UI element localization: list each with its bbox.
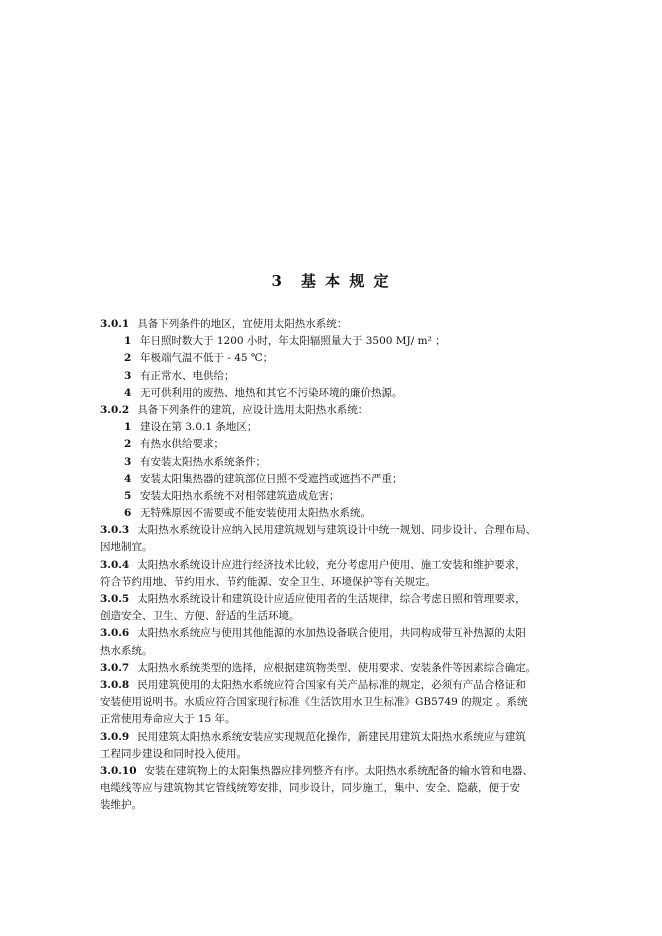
clause-number: 3.0.10	[100, 764, 137, 777]
clause-continuation: 因地制宜。	[100, 541, 153, 554]
item-number: 2	[124, 352, 132, 365]
clause-number: 3.0.2	[100, 403, 130, 416]
clause-text: 民用建筑使用的太阳热水系统应符合国家有关产品标准的规定，必须有产品合格证和	[137, 678, 526, 691]
body-text	[100, 316, 568, 814]
clause-number: 3.0.5	[100, 593, 130, 605]
clause-3-0-9	[100, 729, 568, 746]
list-item	[100, 333, 568, 350]
clause-number: 3.0.6	[100, 627, 130, 640]
clause-continuation: 工程同步建设和同时投入使用。	[100, 747, 247, 760]
item-number: 1	[124, 421, 132, 434]
clause-continuation: 电缆线等应与建筑物其它管线统筹安排，同步设计，同步施工，集中、安全、隐蔽，便于安	[100, 782, 520, 795]
clause-continuation: 热水系统。	[100, 644, 153, 657]
clause-3-0-7	[100, 660, 568, 677]
item-text: 年日照时数大于 1200 小时，年太阳辐照量大于 3500 MJ/ m² ；	[140, 335, 446, 348]
clause-continuation: 符合节约用地、节约用水、节约能源、安全卫生、环境保护等有关规定。	[100, 575, 436, 588]
list-item	[100, 471, 568, 488]
list-item	[100, 350, 568, 367]
list-item	[100, 454, 568, 471]
clause-continuation: 装维护。	[100, 799, 142, 812]
clause-text: 民用建筑太阳热水系统安装应实现规范化操作，新建民用建筑太阳热水系统应与建筑	[137, 730, 526, 743]
list-item	[100, 505, 568, 522]
clause-text: 太阳热水系统设计应纳入民用建筑规划与建筑设计中统一规划、同步设计、合理布局、	[137, 524, 537, 537]
clause-continuation: 创造安全、卫生、方便、舒适的生活环境。	[100, 610, 300, 623]
item-text: 安装太阳热水系统不对相邻建筑造成危害；	[140, 489, 340, 502]
clause-text: 太阳热水系统应与使用其他能源的水加热设备联合使用，共同构成带互补热源的太阳	[137, 627, 526, 640]
clause-text: 太阳热水系统设计和建筑设计应适应使用者的生活规律，综合考虑日照和管理要求，	[137, 593, 526, 605]
item-text: 安装太阳集热器的建筑部位日照不受遮挡或遮挡不严重；	[140, 472, 403, 485]
item-text: 有正常水、电供给；	[140, 369, 235, 382]
list-item	[100, 368, 568, 385]
clause-text: 太阳热水系统类型的选择，应根据建筑物类型、使用要求、安装条件等因素综合确定。	[137, 661, 537, 674]
item-number: 5	[124, 489, 132, 502]
item-text: 无可供利用的废热、地热和其它不污染环境的廉价热源。	[140, 386, 403, 399]
item-number: 2	[124, 438, 132, 451]
item-text: 建设在第 3.0.1 条地区；	[140, 421, 258, 434]
item-text: 年极端气温不低于 - 45 ℃；	[140, 352, 274, 365]
item-number: 4	[124, 386, 132, 399]
item-number: 1	[124, 335, 132, 348]
clause-number: 3.0.1	[100, 318, 130, 330]
clause-3-0-10	[100, 763, 568, 780]
clause-number: 3.0.7	[100, 661, 130, 674]
list-item	[100, 419, 568, 436]
item-number: 4	[124, 472, 132, 485]
list-item	[100, 385, 568, 402]
clause-text: 太阳热水系统设计应进行经济技术比较，充分考虑用户使用、施工安装和维护要求，	[137, 558, 526, 571]
item-number: 3	[124, 369, 132, 382]
item-number: 3	[124, 455, 132, 468]
clause-3-0-3	[100, 522, 568, 539]
list-item	[100, 436, 568, 453]
clause-3-0-2	[100, 402, 568, 419]
clause-continuation: 安装使用说明书。水质应符合国家现行标准《生活饮用水卫生标准》GB5749 的规定 。系统	[100, 696, 528, 709]
item-text: 无特殊原因不需要或不能安装使用太阳热水系统。	[140, 507, 371, 520]
clause-3-0-1	[100, 316, 568, 333]
list-item	[100, 488, 568, 505]
clause-3-0-5	[100, 591, 568, 608]
clause-number: 3.0.9	[100, 730, 130, 743]
clause-3-0-6	[100, 625, 568, 642]
clause-number: 3.0.8	[100, 678, 130, 691]
item-text: 有安装太阳热水系统条件；	[140, 455, 266, 468]
clause-number: 3.0.3	[100, 524, 130, 537]
clause-text: 具备下列条件的建筑，应设计选用太阳热水系统：	[137, 403, 369, 416]
clause-3-0-8	[100, 677, 568, 694]
item-number: 6	[124, 507, 132, 520]
clause-text: 具备下列条件的地区，宜使用太阳热水系统：	[137, 318, 348, 330]
clause-3-0-4	[100, 557, 568, 574]
clause-continuation: 正常使用寿命应大于 15 年。	[100, 713, 236, 726]
clause-number: 3.0.4	[100, 558, 130, 571]
clause-text: 安装在建筑物上的太阳集热器应排列整齐有序。太阳热水系统配备的输水管和电器、	[144, 764, 534, 777]
item-text: 有热水供给要求；	[140, 438, 224, 451]
chapter-title: 3 基 本 规 定	[271, 272, 391, 290]
